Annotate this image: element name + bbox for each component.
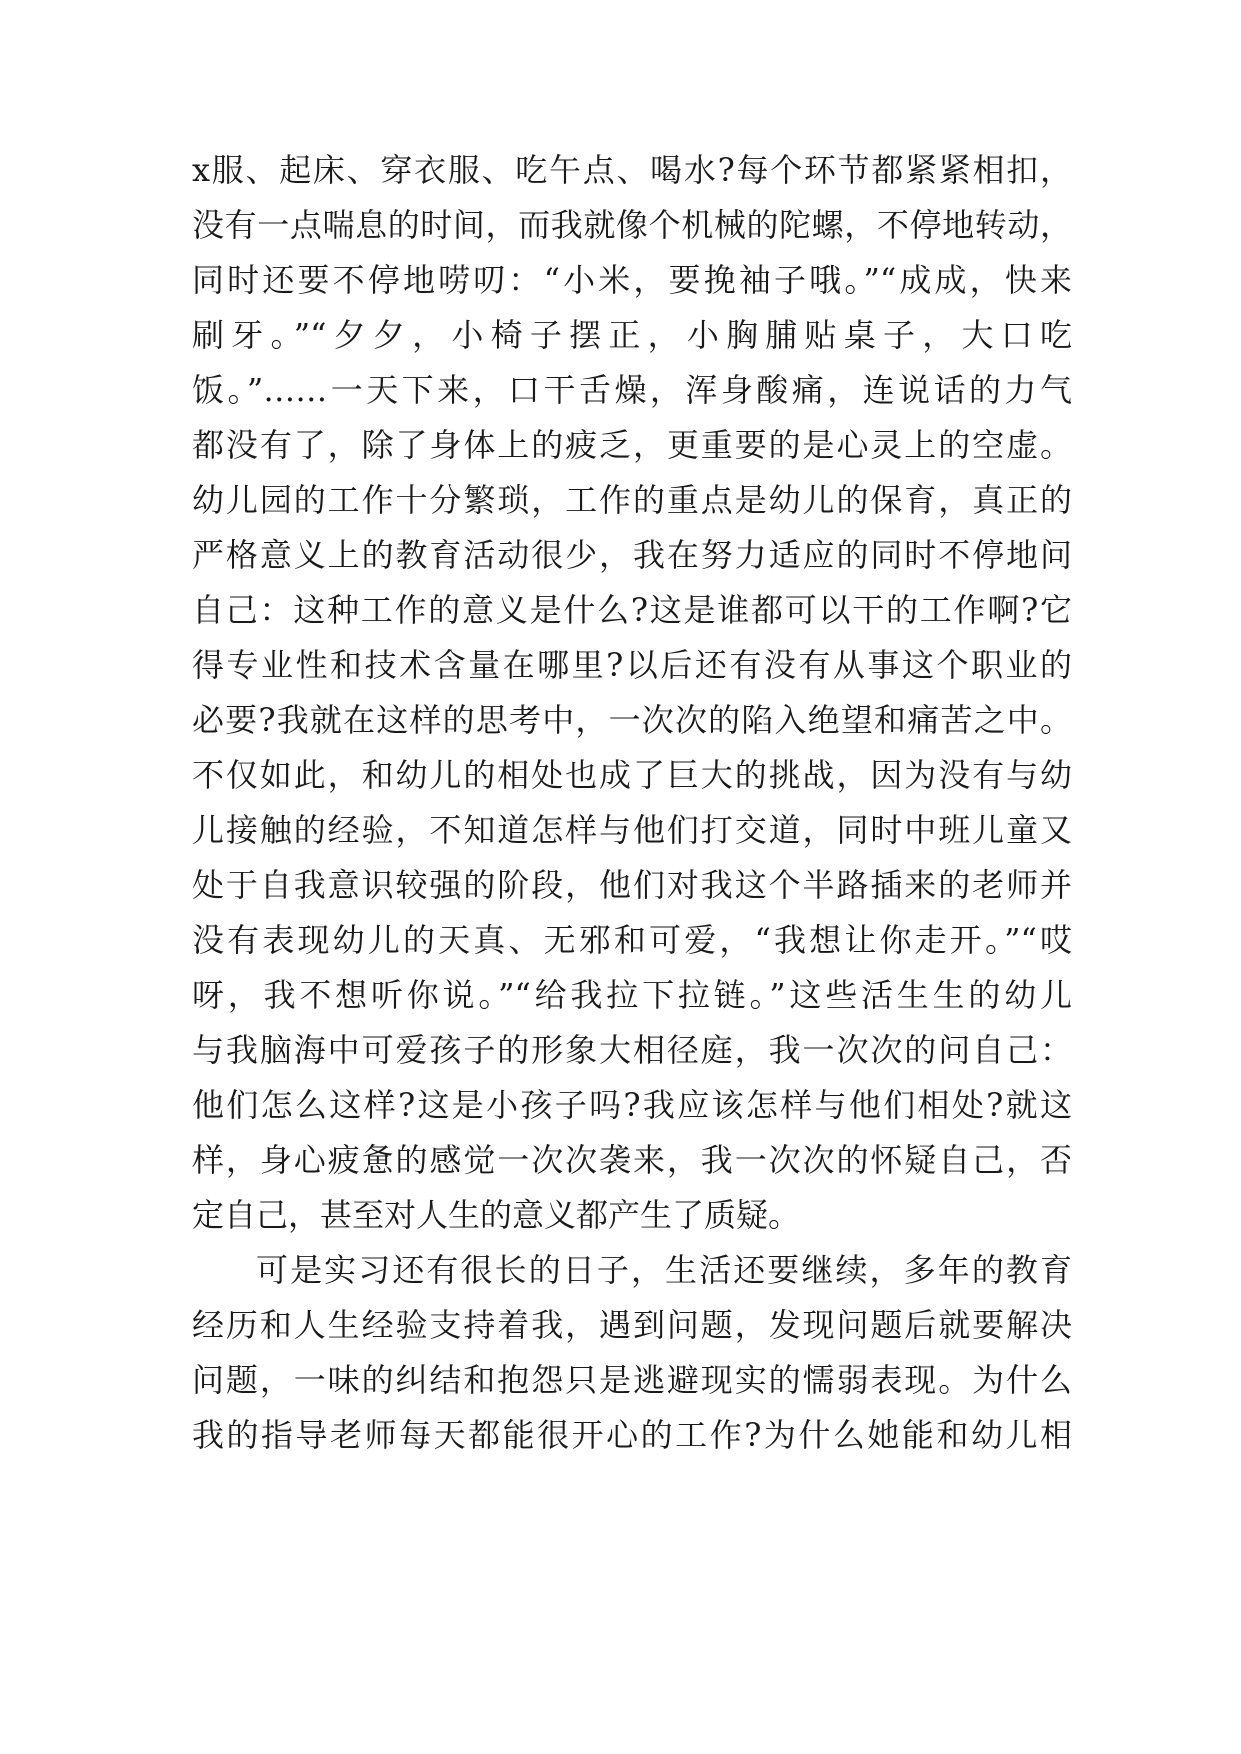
text-line: 呀，我不想听你说。”“给我拉下拉链。”这些活生生的幼儿 — [192, 976, 1072, 1014]
text-line: 样，身心疲惫的感觉一次次袭来，我一次次的怀疑自己，否 — [192, 1141, 1072, 1179]
text-line: 得专业性和技术含量在哪里?以后还有没有从事这个职业的 — [192, 646, 1072, 684]
text-line: 同时还要不停地唠叨：“小米，要挽袖子哦。”“成成，快来 — [192, 261, 1072, 299]
text-line: 幼儿园的工作十分繁琐，工作的重点是幼儿的保育，真正的 — [192, 481, 1072, 519]
text-line: 经历和人生经验支持着我，遇到问题，发现问题后就要解决 — [192, 1306, 1072, 1344]
text-line: x服、起床、穿衣服、吃午点、喝水?每个环节都紧紧相扣， — [192, 151, 1072, 189]
text-line: 定自己，甚至对人生的意义都产生了质疑。 — [192, 1196, 801, 1234]
text-line: 与我脑海中可爱孩子的形象大相径庭，我一次次的问自己： — [192, 1031, 1072, 1069]
text-line: 刷牙。”“夕夕，小椅子摆正，小胸脯贴桌子，大口吃 — [192, 316, 1072, 354]
paragraph-start-line: 可是实习还有很长的日子，生活还要继续，多年的教育 — [256, 1251, 1072, 1289]
text-line: 必要?我就在这样的思考中，一次次的陷入绝望和痛苦之中。 — [192, 701, 1072, 739]
text-line: 没有一点喘息的时间，而我就像个机械的陀螺，不停地转动， — [192, 206, 1072, 244]
text-line: 他们怎么这样?这是小孩子吗?我应该怎样与他们相处?就这 — [192, 1086, 1072, 1124]
text-line: 儿接触的经验，不知道怎样与他们打交道，同时中班儿童又 — [192, 811, 1072, 849]
text-line: 自己：这种工作的意义是什么?这是谁都可以干的工作啊?它 — [192, 591, 1072, 629]
text-line: 不仅如此，和幼儿的相处也成了巨大的挑战，因为没有与幼 — [192, 756, 1072, 794]
text-line: 我的指导老师每天都能很开心的工作?为什么她能和幼儿相 — [192, 1416, 1072, 1454]
text-line: 都没有了，除了身体上的疲乏，更重要的是心灵上的空虚。 — [192, 426, 1072, 464]
text-line: 处于自我意识较强的阶段，他们对我这个半路插来的老师并 — [192, 866, 1072, 904]
text-line: 严格意义上的教育活动很少，我在努力适应的同时不停地问 — [192, 536, 1072, 574]
text-line: 饭。”……一天下来，口干舌燥，浑身酸痛，连说话的力气 — [192, 371, 1072, 409]
text-line: 没有表现幼儿的天真、无邪和可爱，“我想让你走开。”“哎 — [192, 921, 1072, 959]
text-line: 问题，一味的纠结和抱怨只是逃避现实的懦弱表现。为什么 — [192, 1361, 1072, 1399]
